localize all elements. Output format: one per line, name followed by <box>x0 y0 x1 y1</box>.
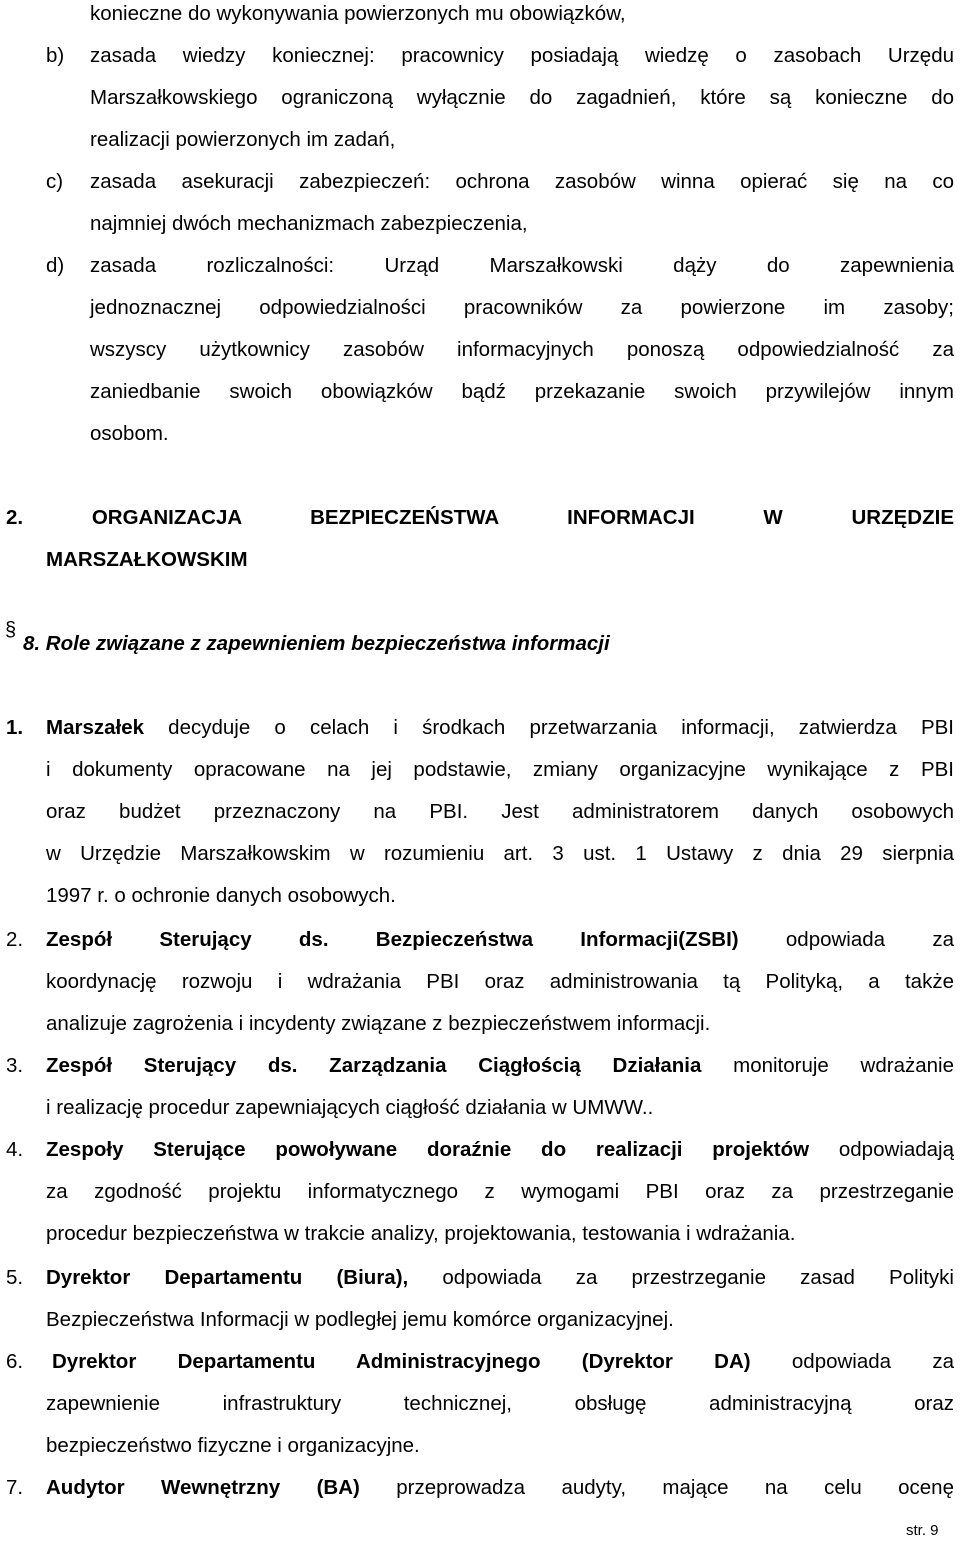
list-item-d-line-5: osobom. <box>90 422 169 445</box>
item-5-role: Dyrektor Departamentu (Biura), <box>46 1266 409 1289</box>
item-4-line-1-text: odpowiadają <box>809 1138 954 1161</box>
item-2-line-1-text: odpowiada za <box>738 928 954 951</box>
item-1-line-5: 1997 r. o ochronie danych osobowych. <box>46 884 396 907</box>
item-3-line-1 <box>46 1054 954 1078</box>
item-6-role: Dyrektor Departamentu Administracyjnego (Dyrektor DA) <box>52 1350 751 1373</box>
section-title: 8. Role związane z zapewnieniem bezpieczeństwa informacji <box>23 632 610 655</box>
item-6-line-3: bezpieczeństwo fizyczne i organizacyjne. <box>46 1434 420 1457</box>
list-item-d-line-1: zasada rozliczalności: Urząd Marszałkowski dąży do zapewnienia <box>90 254 954 277</box>
item-6-line-1-text: odpowiada za <box>750 1350 954 1373</box>
item-1-number: 1. <box>6 716 24 739</box>
item-4-line-2: za zgodność projektu informatycznego z wymogami PBI oraz za przestrzeganie <box>46 1180 954 1203</box>
item-5-line-1-text: odpowiada za przestrzeganie zasad Polityki <box>408 1266 954 1289</box>
item-3-role: Zespół Sterujący ds. Zarządzania Ciągłością Działania <box>46 1054 702 1077</box>
item-1-line-3: oraz budżet przeznaczony na PBI. Jest administratorem danych osobowych <box>46 800 954 823</box>
item-2-number: 2. <box>6 928 24 951</box>
item-6-number: 6. <box>6 1350 24 1373</box>
item-7-role: Audytor Wewnętrzny (BA) <box>46 1476 360 1499</box>
list-continuation: konieczne do wykonywania powierzonych mu obowiązków, <box>90 2 626 25</box>
item-2-role: Zespół Sterujący ds. Bezpieczeństwa Informacji(ZSBI) <box>46 928 739 951</box>
item-4-role: Zespoły Sterujące powoływane doraźnie do realizacji projektów <box>46 1138 810 1161</box>
item-3-line-2: i realizację procedur zapewniających ciągłość działania w UMWW.. <box>46 1096 654 1119</box>
item-5-number: 5. <box>6 1266 24 1289</box>
item-4-line-1 <box>46 1138 954 1162</box>
list-item-d-line-2: jednoznacznej odpowiedzialności pracowników za powierzone im zasoby; <box>90 296 954 319</box>
list-item-d-line-3: wszyscy użytkownicy zasobów informacyjnych ponoszą odpowiedzialność za <box>90 338 954 361</box>
list-marker-c: c) <box>46 170 64 193</box>
page-number: str. 9 <box>906 1522 939 1539</box>
item-4-line-3: procedur bezpieczeństwa w trakcie analizy, projektowania, testowania i wdrażania. <box>46 1222 796 1245</box>
chapter-heading-line-2: MARSZAŁKOWSKIM <box>46 548 248 571</box>
chapter-heading-line-1: 2. ORGANIZACJA BEZPIECZEŃSTWA INFORMACJI W URZĘDZIE <box>6 506 954 529</box>
list-item-c-line-2: najmniej dwóch mechanizmach zabezpieczenia, <box>90 212 528 235</box>
section-symbol: § <box>5 619 17 641</box>
item-2-line-2: koordynację rozwoju i wdrażania PBI oraz administrowania tą Polityką, a także <box>46 970 954 993</box>
item-6-line-2: zapewnienie infrastruktury technicznej, obsługę administracyjną oraz <box>46 1392 954 1415</box>
item-6-line-1 <box>52 1350 954 1374</box>
item-5-line-2: Bezpieczeństwa Informacji w podległej jemu komórce organizacyjnej. <box>46 1308 674 1331</box>
item-1-role: Marszałek <box>46 716 145 739</box>
item-1-line-4: w Urzędzie Marszałkowskim w rozumieniu art. 3 ust. 1 Ustawy z dnia 29 sierpnia <box>46 842 954 865</box>
list-item-b-line-1: zasada wiedzy koniecznej: pracownicy posiadają wiedzę o zasobach Urzędu <box>90 44 954 67</box>
item-3-number: 3. <box>6 1054 24 1077</box>
item-3-line-1-text: monitoruje wdrażanie <box>701 1054 955 1077</box>
list-item-c-line-1: zasada asekuracji zabezpieczeń: ochrona zasobów winna opierać się na co <box>90 170 954 193</box>
item-1-line-1 <box>46 716 954 740</box>
list-item-b-line-2: Marszałkowskiego ograniczoną wyłącznie do zagadnień, które są konieczne do <box>90 86 954 109</box>
item-5-line-1 <box>46 1266 954 1290</box>
item-2-line-3: analizuje zagrożenia i incydenty związane z bezpieczeństwem informacji. <box>46 1012 711 1035</box>
item-2-line-1 <box>46 928 954 952</box>
list-marker-d: d) <box>46 254 65 277</box>
item-4-number: 4. <box>6 1138 24 1161</box>
list-marker-b: b) <box>46 44 65 67</box>
item-7-number: 7. <box>6 1476 24 1499</box>
list-item-b-line-3: realizacji powierzonych im zadań, <box>90 128 396 151</box>
item-7-line-1 <box>46 1476 954 1500</box>
item-7-line-1-text: przeprowadza audyty, mające na celu ocenę <box>359 1476 954 1499</box>
item-1-line-2: i dokumenty opracowane na jej podstawie, zmiany organizacyjne wynikające z PBI <box>46 758 954 781</box>
item-1-line-1-text: decyduje o celach i środkach przetwarzania informacji, zatwierdza PBI <box>144 716 954 739</box>
list-item-d-line-4: zaniedbanie swoich obowiązków bądź przekazanie swoich przywilejów innym <box>90 380 954 403</box>
